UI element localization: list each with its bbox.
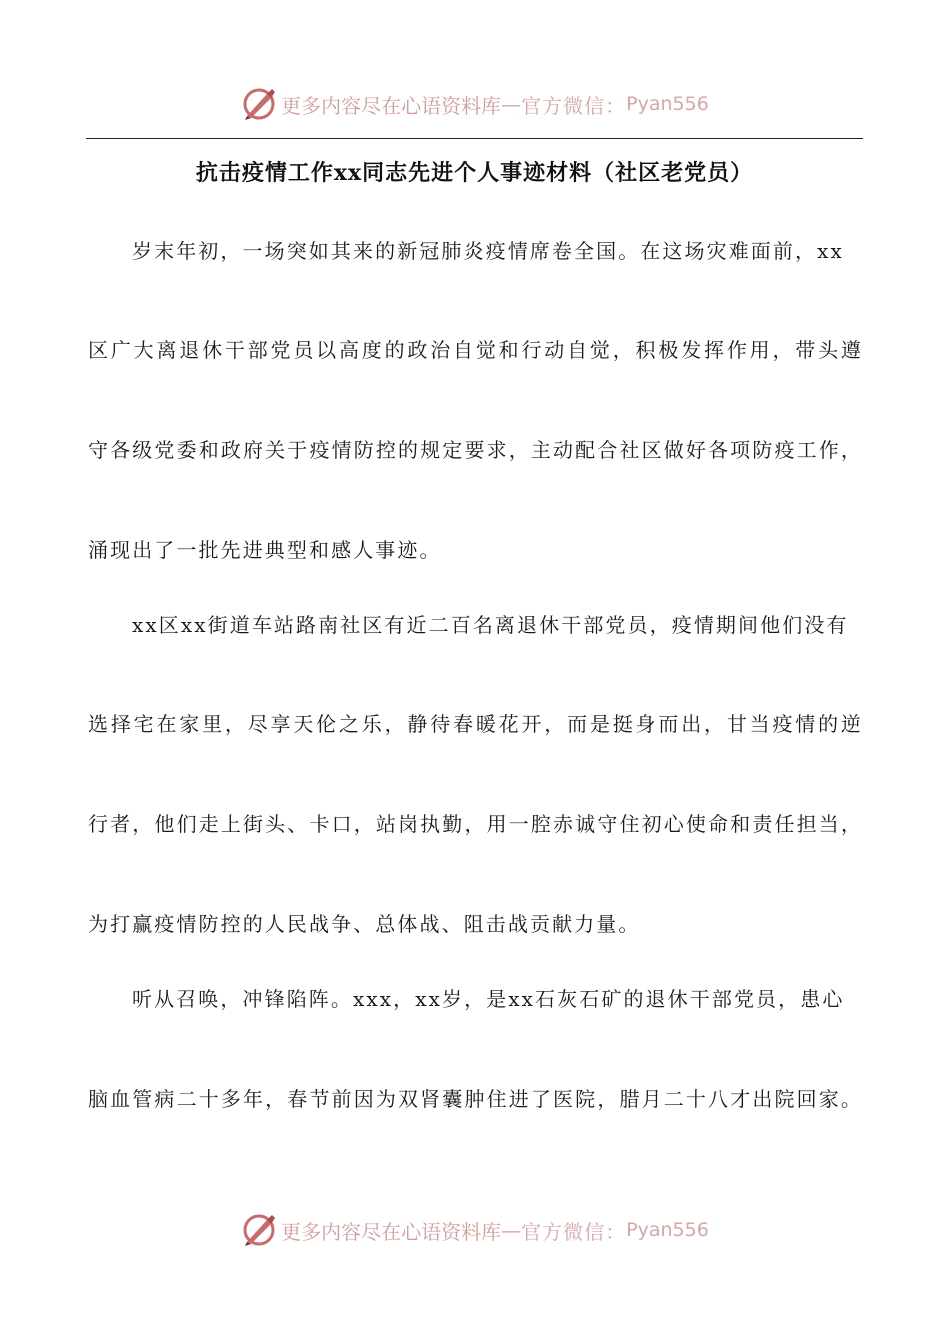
banner-library-text: 更多内容尽在心语资料库 — [281, 1219, 502, 1244]
banner-wechat-label: 官方微信： — [521, 93, 627, 118]
banner-wechat-label: 官方微信： — [521, 1219, 627, 1244]
body-line-5: xx区xx街道车站路南社区有近二百名离退休干部党员，疫情期间他们没有 — [132, 613, 849, 637]
banner-dash: — — [501, 1218, 522, 1242]
banner-wechat-id: Pyan556 — [626, 93, 709, 115]
body-line-10: 脑血管病二十多年，春节前因为双肾囊肿住进了医院，腊月二十八才出院回家。 — [88, 1087, 863, 1111]
body-line-9: 听从召唤，冲锋陷阵。xxx，xx岁，是xx石灰石矿的退休干部党员，患心 — [132, 987, 845, 1011]
body-line-4: 涌现出了一批先进典型和感人事迹。 — [88, 538, 442, 562]
banner-wechat-id: Pyan556 — [626, 1219, 709, 1241]
banner-dash: — — [501, 92, 522, 116]
body-line-7: 行者，他们走上街头、卡口，站岗执勤，用一腔赤诚守住初心使命和责任担当， — [88, 812, 863, 836]
banner-library-text: 更多内容尽在心语资料库 — [281, 93, 502, 118]
header-banner — [0, 82, 950, 126]
header-divider — [86, 138, 863, 139]
body-line-3: 守各级党委和政府关于疫情防控的规定要求，主动配合社区做好各项防疫工作， — [88, 438, 863, 462]
body-line-1: 岁末年初，一场突如其来的新冠肺炎疫情席卷全国。在这场灾难面前，xx — [132, 239, 844, 263]
body-line-2: 区广大离退休干部党员以高度的政治自觉和行动自觉，积极发挥作用，带头遵 — [88, 338, 863, 362]
document-title: 抗击疫情工作xx同志先进个人事迹材料（社区老党员） — [195, 160, 754, 186]
pen-logo-icon — [241, 86, 277, 122]
footer-banner — [0, 1208, 950, 1252]
body-line-8: 为打赢疫情防控的人民战争、总体战、阻击战贡献力量。 — [88, 912, 641, 936]
body-line-6: 选择宅在家里，尽享天伦之乐，静待春暖花开，而是挺身而出，甘当疫情的逆 — [88, 712, 863, 736]
pen-logo-icon — [241, 1212, 277, 1248]
